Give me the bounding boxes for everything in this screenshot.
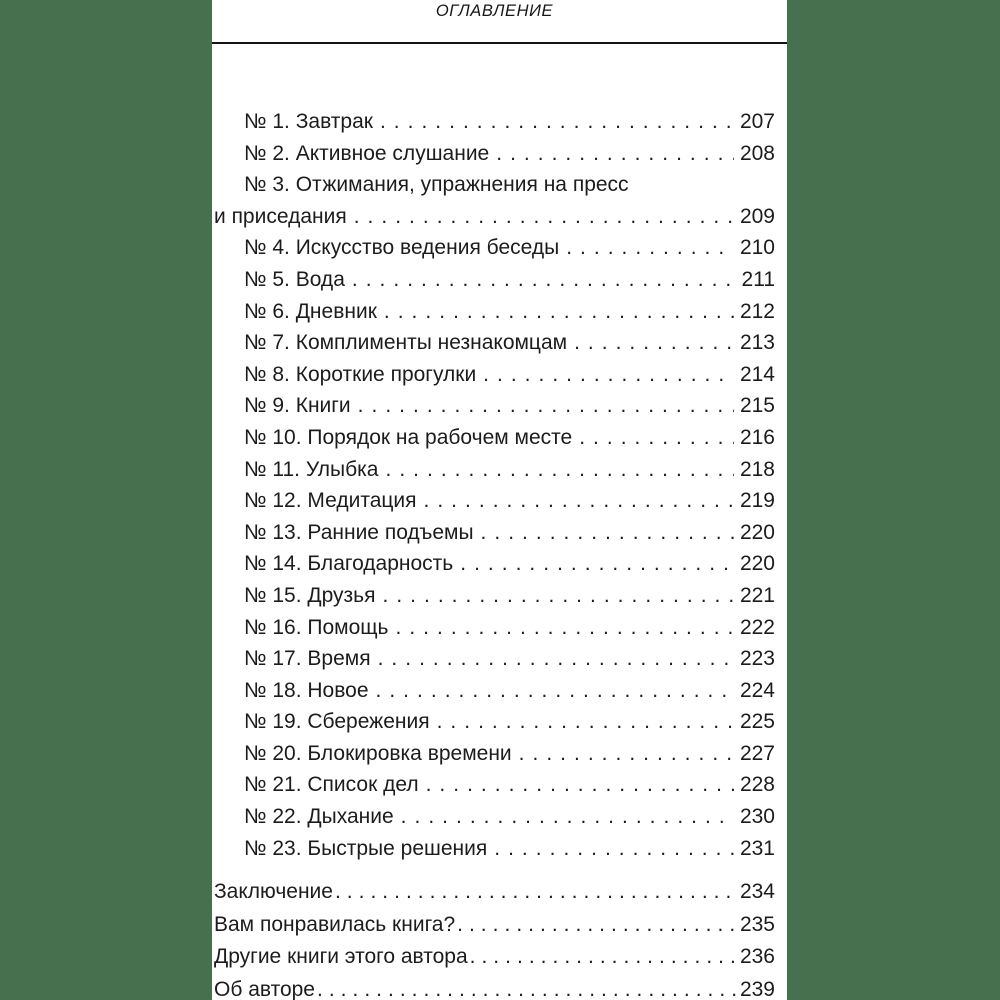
- toc-entry-title: № 13. Ранние подъемы: [244, 520, 474, 544]
- toc-entry-title: № 14. Благодарность: [244, 552, 454, 576]
- dot-leader: [351, 390, 734, 422]
- toc-entry-title: № 3. Отжимания, упражнения на пресс: [244, 173, 629, 197]
- toc-entry-title: № 22. Дыхание: [244, 805, 394, 829]
- toc-entry-page: 228: [739, 773, 775, 797]
- dot-leader: [389, 612, 734, 644]
- toc-entry-page: 239: [739, 977, 775, 1000]
- toc-entry: [214, 876, 775, 909]
- toc-entry-title: № 19. Сбережения: [244, 710, 430, 734]
- dot-leader: [378, 454, 733, 486]
- book-page: [212, 0, 787, 1000]
- toc-entry-title: Вам понравилась книга?: [214, 912, 456, 936]
- toc-entry-page: 221: [739, 583, 775, 607]
- dot-leader: [315, 974, 738, 1000]
- toc-entry: [214, 296, 775, 328]
- toc-entry-title: № 21. Список дел: [244, 773, 419, 797]
- toc-entry-page: 208: [739, 141, 775, 165]
- dot-leader: [347, 201, 734, 233]
- toc-entry-title: Об авторе: [214, 977, 315, 1000]
- dot-leader: [474, 517, 734, 549]
- toc-entry: [214, 517, 775, 549]
- toc-entry-title: № 12. Медитация: [244, 489, 417, 513]
- toc-footer-section: [214, 876, 775, 1000]
- toc-entry: [214, 169, 775, 201]
- toc-entry-page: 216: [739, 425, 775, 449]
- toc-entry: [214, 580, 775, 612]
- toc-entry-page: 222: [739, 615, 775, 639]
- toc-entry: [214, 232, 775, 264]
- dot-leader: [419, 769, 734, 801]
- toc-entry-page: 227: [739, 741, 775, 765]
- toc-entry-page: 215: [739, 394, 775, 418]
- toc-entry-title: № 16. Помощь: [244, 615, 389, 639]
- toc-entry: [214, 706, 775, 738]
- toc-entry-page: 219: [739, 489, 775, 513]
- toc-entry-title: № 20. Блокировка времени: [244, 741, 512, 765]
- dot-leader: [559, 232, 734, 264]
- toc-entry-title: № 11. Улыбка: [244, 457, 379, 481]
- dot-leader: [512, 738, 734, 770]
- toc-entry-page: 211: [741, 267, 775, 291]
- dot-leader: [430, 706, 734, 738]
- toc-entry-title: и приседания: [214, 204, 347, 228]
- toc-entry-page: 213: [739, 331, 775, 355]
- dot-leader: [373, 106, 734, 138]
- toc-entry-page: 212: [739, 299, 775, 323]
- toc-entry: [214, 643, 775, 675]
- dot-leader: [487, 833, 734, 865]
- toc-entry: [214, 612, 775, 644]
- toc-entry-title: № 1. Завтрак: [244, 110, 373, 133]
- toc-entry-page: 218: [739, 457, 775, 481]
- toc-entry-title: Другие книги этого автора: [214, 945, 468, 969]
- toc-entry-page: 236: [739, 945, 775, 969]
- dot-leader: [468, 941, 738, 974]
- toc-entry-page: 220: [739, 520, 775, 544]
- toc-entry-page: 224: [739, 678, 775, 702]
- toc-entry-page: 223: [739, 647, 775, 671]
- table-of-contents: [214, 106, 775, 864]
- toc-entry: [214, 327, 775, 359]
- toc-entry-page: 235: [739, 912, 775, 936]
- toc-entry: [214, 422, 775, 454]
- dot-leader: [453, 548, 734, 580]
- toc-entry-title: № 10. Порядок на рабочем месте: [244, 425, 573, 449]
- dot-leader: [455, 909, 738, 942]
- dot-leader: [572, 422, 734, 454]
- dot-leader: [417, 485, 734, 517]
- toc-entry: [214, 485, 775, 517]
- dot-leader: [376, 580, 734, 612]
- dot-leader: [567, 327, 734, 359]
- toc-entry-title: № 18. Новое: [244, 678, 369, 702]
- toc-entry: [214, 974, 775, 1000]
- toc-entry-page: 231: [739, 836, 775, 860]
- toc-entry-title: № 6. Дневник: [244, 299, 377, 323]
- toc-entry: [214, 941, 775, 974]
- toc-entry-page: 210: [739, 236, 775, 260]
- toc-entry: [214, 454, 775, 486]
- toc-entry: [214, 106, 775, 138]
- toc-entry-title: № 8. Короткие прогулки: [244, 362, 477, 386]
- toc-entry-page: 230: [739, 805, 775, 829]
- dot-leader: [333, 876, 738, 909]
- toc-entry: [214, 264, 775, 296]
- toc-entry: [214, 833, 775, 865]
- toc-entry-page: 209: [739, 204, 775, 228]
- toc-entry-title: № 23. Быстрые решения: [244, 836, 488, 860]
- toc-entry: [214, 138, 775, 170]
- toc-entry-title: № 2. Активное слушание: [244, 141, 490, 165]
- toc-entry-title: № 7. Комплименты незнакомцам: [244, 331, 568, 355]
- toc-entry-title: Заключение: [214, 880, 333, 904]
- toc-entry: [214, 390, 775, 422]
- toc-entry-page: 234: [739, 880, 775, 904]
- toc-entry-page: 207: [739, 110, 775, 133]
- dot-leader: [377, 296, 734, 328]
- toc-entry: [214, 675, 775, 707]
- toc-entry: [214, 909, 775, 942]
- dot-leader: [476, 359, 734, 391]
- dot-leader: [345, 264, 736, 296]
- toc-entry: [214, 801, 775, 833]
- dot-leader: [394, 801, 734, 833]
- dot-leader: [369, 675, 734, 707]
- toc-entry: [214, 359, 775, 391]
- toc-entry-continuation: [214, 201, 775, 233]
- toc-entry-title: № 4. Искусство ведения беседы: [244, 236, 560, 260]
- dot-leader: [489, 138, 734, 170]
- toc-entry: [214, 738, 775, 770]
- toc-entry: [214, 548, 775, 580]
- page-title: ОГЛАВЛЕНИЕ: [435, 2, 554, 20]
- toc-entry-title: № 9. Книги: [244, 394, 351, 418]
- toc-entry-page: 225: [739, 710, 775, 734]
- toc-entry-title: № 15. Друзья: [244, 583, 376, 607]
- header-divider: [212, 42, 787, 44]
- toc-entry-title: № 17. Время: [244, 647, 371, 671]
- dot-leader: [371, 643, 734, 675]
- toc-entry: [214, 769, 775, 801]
- toc-entry-page: 214: [739, 362, 775, 386]
- toc-entry-title: № 5. Вода: [244, 267, 345, 291]
- toc-entry-page: 220: [739, 552, 775, 576]
